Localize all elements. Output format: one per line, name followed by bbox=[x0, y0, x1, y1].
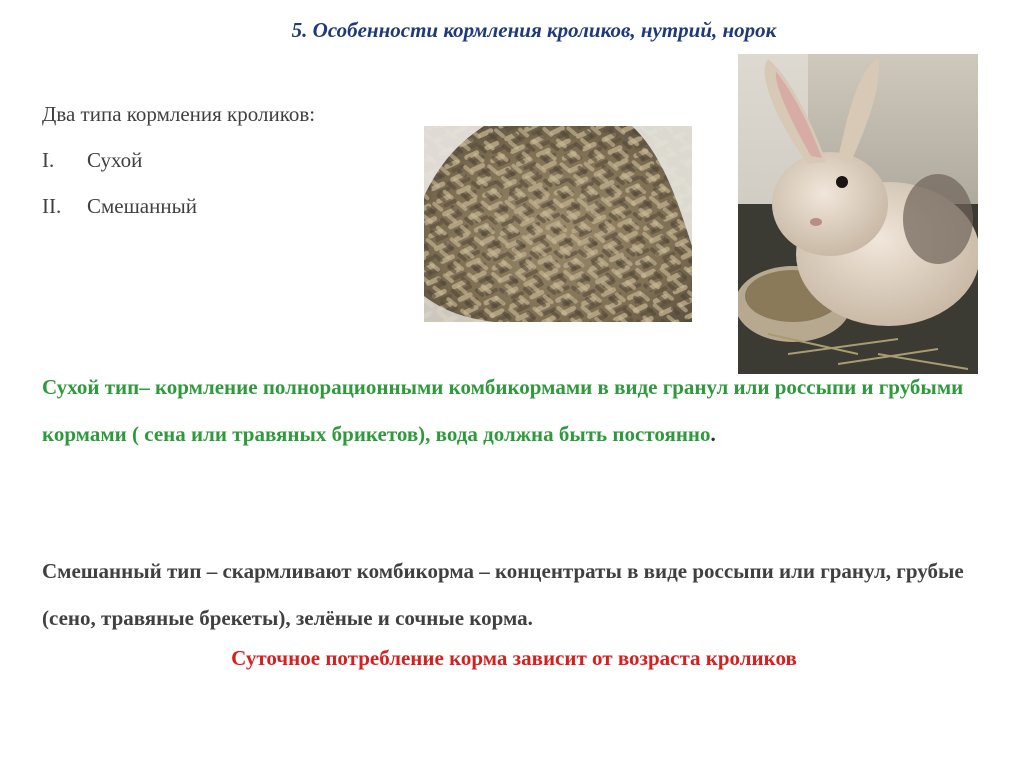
feeding-type-item bbox=[42, 148, 142, 173]
dry-type-description bbox=[42, 364, 992, 458]
feeding-types-intro: Два типа кормления кроликов: bbox=[42, 102, 316, 126]
feeding-type-number: I. bbox=[42, 148, 55, 172]
feeding-type-number: II. bbox=[42, 194, 62, 218]
feeding-type-label: Смешанный bbox=[87, 194, 197, 218]
rabbit-photo bbox=[738, 54, 978, 374]
feeding-type-item bbox=[42, 194, 197, 219]
dry-type-period: . bbox=[710, 422, 716, 446]
feeding-type-label: Сухой bbox=[87, 148, 143, 172]
dry-type-text: Сухой тип– кормление полнорационными комбикормами в виде гранул или россыпи и грубыми кормами ( сена или травяных брикетов), вода должна быть постоянно bbox=[42, 375, 964, 446]
mixed-type-description: Смешанный тип – скармливают комбикорма – концентраты в виде россыпи или гранул, грубые (сено, травяные брекеты), зелёные и сочные корма. bbox=[42, 559, 964, 630]
slide-title: 5. Особенности кормления кроликов, нутрий, норок bbox=[291, 18, 777, 42]
feed-pellets-photo bbox=[424, 126, 692, 322]
daily-consumption-note: Суточное потребление корма зависит от возраста кроликов bbox=[231, 646, 797, 670]
